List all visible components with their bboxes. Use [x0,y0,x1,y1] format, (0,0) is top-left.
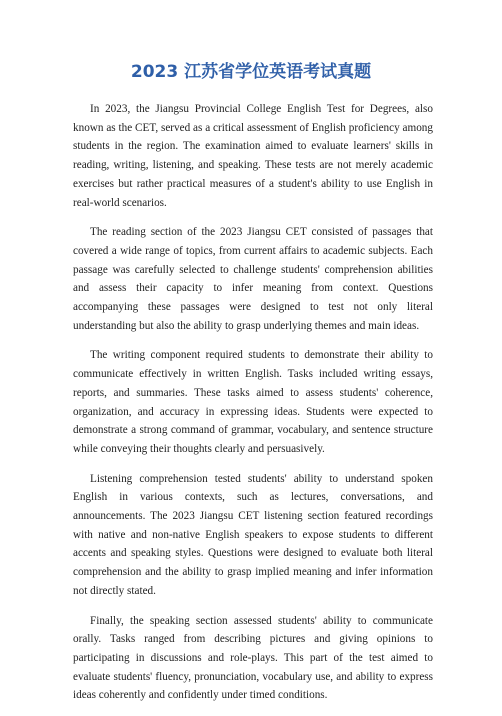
paragraph-listening: Listening comprehension tested students' ability to understand spoken English in various contexts, such as lectures, conversations, and announcements. The 2023 Jiangsu CET listening section featured recordings with native and non-native English speakers to expose students to different accents and speaking styles. Questions were designed to evaluate both literal comprehension and the ability to grasp implied meaning and infer information not directly stated. [73,472,433,597]
paragraph-intro: In 2023, the Jiangsu Provincial College English Test for Degrees, also known as the CET, served as a critical assessment of English proficiency among students in the region. The examination aimed to evaluate learners' skills in reading, writing, listening, and speaking. These tests are not merely academic exercises but rather practical measures of a student's ability to use English in real-world scenarios. [73,103,433,209]
paragraph-speaking: Finally, the speaking section assessed students' ability to communicate orally. Tasks ranged from describing pictures and giving opinions to participating in discussions and role-plays. This part of the test aimed to evaluate students' fluency, pronunciation, vocabulary use, and ability to express ideas coherently and confidently under timed conditions. [73,614,433,702]
page-title: 2023 江苏省学位英语考试真题 [130,62,372,82]
document-body [73,100,433,716]
paragraph-writing: The writing component required students to demonstrate their ability to communicate effectively in written English. Tasks included writing essays, reports, and summaries. These tasks aimed to assess students' coherence, organization, and accuracy in expressing ideas. Students were expected to demonstrate a strong command of grammar, vocabulary, and sentence structure while conveying their thoughts clearly and persuasively. [73,349,433,455]
paragraph-reading: The reading section of the 2023 Jiangsu CET consisted of passages that covered a wide range of topics, from current affairs to academic subjects. Each passage was carefully selected to challenge students' comprehension abilities and assess their capacity to infer meaning from context. Questions accompanying these passages were designed to test not only literal understanding but also the ability to grasp underlying themes and main ideas. [73,226,433,332]
